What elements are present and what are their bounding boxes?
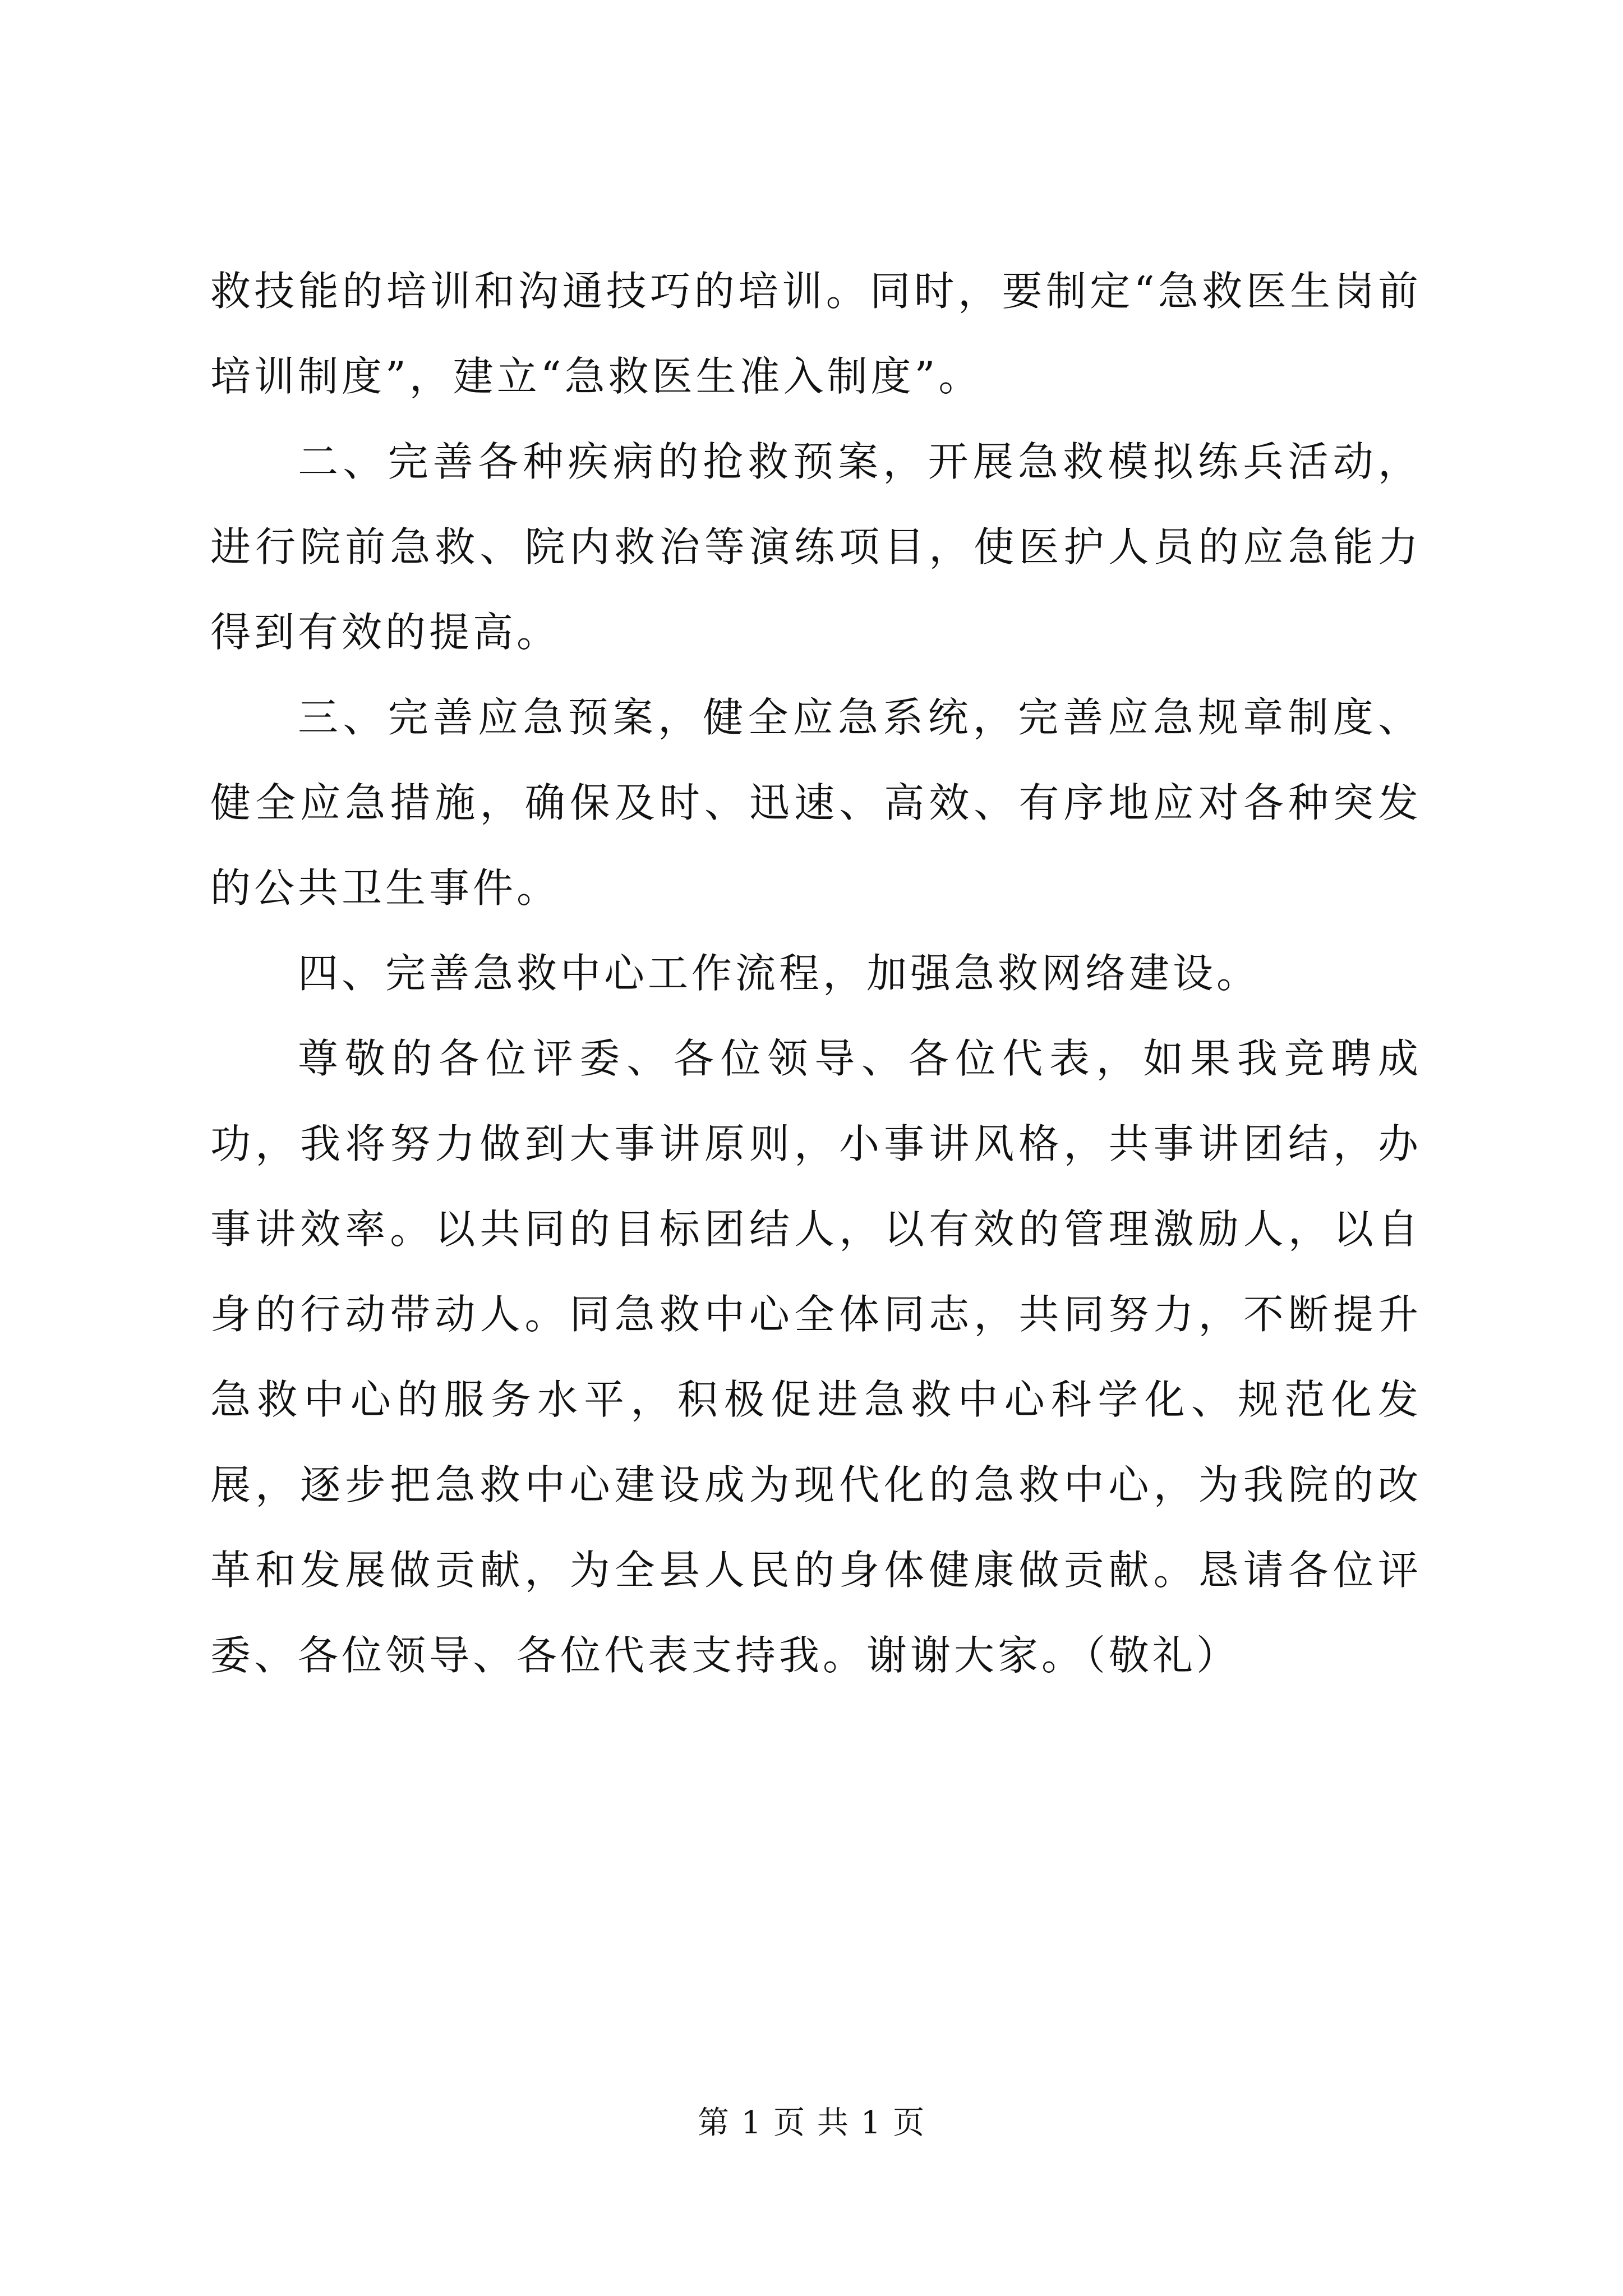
paragraph-item-two: 二、完善各种疾病的抢救预案，开展急救模拟练兵活动，进行院前急救、院内救治等演练项目，使医护人员的应急能力得到有效的提高。 xyxy=(210,438,1422,656)
document-body xyxy=(210,249,1422,1698)
paragraph-closing: 尊敬的各位评委、各位领导、各位代表，如果我竞聘成功，我将努力做到大事讲原则，小事讲风格，共事讲团结，办事讲效率。以共同的目标团结人，以有效的管理激励人，以自身的行动带动人。同急救中心全体同志，共同努力，不断提升急救中心的服务水平，积极促进急救中心科学化、规范化发展，逐步把急救中心建设成为现代化的急救中心，为我院的改革和发展做贡献，为全县人民的身体健康做贡献。恳请各位评委、各位领导、各位代表支持我。谢谢大家。（敬礼） xyxy=(210,1035,1422,1679)
paragraph-continuation: 救技能的培训和沟通技巧的培训。同时，要制定“急救医生岗前培训制度”，建立“急救医生准入制度”。 xyxy=(210,268,1422,400)
paragraph-item-three: 三、完善应急预案，健全应急系统，完善应急规章制度、健全应急措施，确保及时、迅速、高效、有序地应对各种突发的公共卫生事件。 xyxy=(210,694,1422,912)
page-footer: 第 1 页 共 1 页 xyxy=(697,2105,926,2141)
paragraph-item-four: 四、完善急救中心工作流程，加强急救网络建设。 xyxy=(298,950,1261,997)
